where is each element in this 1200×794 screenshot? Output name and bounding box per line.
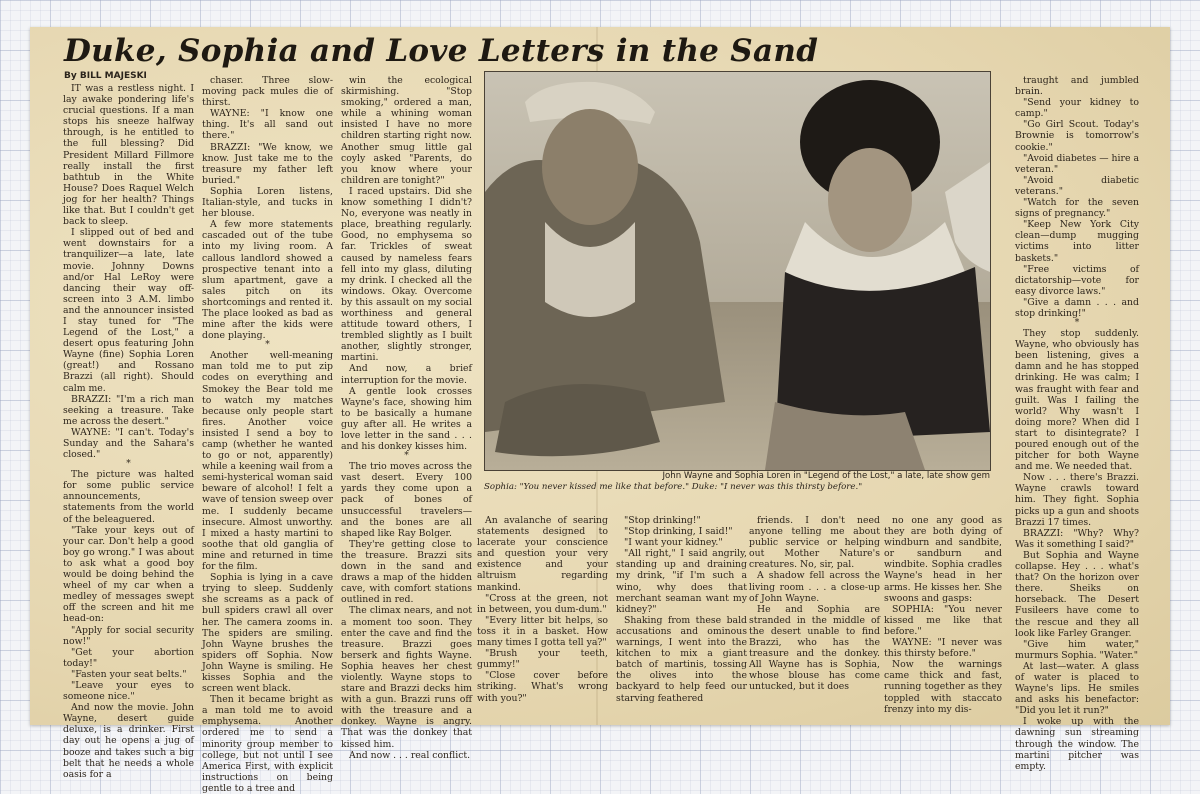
article-column-3 — [341, 75, 472, 761]
article-paragraph: "I want your kidney." — [624, 537, 723, 549]
photo-caption — [484, 471, 994, 493]
article-paragraph: BRAZZI: "I'm a rich man seeking a treasure. Take me across the desert." — [63, 393, 194, 427]
article-column-4 — [477, 515, 608, 719]
article-paragraph: BRAZZI: "We know, we know. Just take me to the treasure my father left buried." — [202, 141, 333, 186]
article-paragraph: Another well-meaning man told me to put zip codes on everything and Smokey the Bear told me to watch my matches because only people start fires. Another voice insisted I send a boy to camp (whether he wanted to go or not, apparently) while a keening wail from a semi-hysterical woman said beware of alcohol! I felt a wave of tension sweep over me. I suddenly became insecure. Almost unworthy. I mixed a hasty martini to soothe that old ganglia of mine and returned in time for the film. — [202, 350, 333, 573]
article-paragraph: SOPHIA: "You never kissed me like that before." — [884, 603, 1002, 637]
article-paragraph: "Avoid diabetic veterans." — [1015, 174, 1139, 197]
article-paragraph: They stop suddenly. Wayne, who obviously has been listening, gives a damn and he has stopped drinking. He was calm; I was fraught with fear and guilt. Was I failing the world? Why wasn't I doing more? When did I start to disintegrate? I poured enough out of the pitcher for both Wayne and me. We needed that. — [1015, 328, 1139, 473]
article-paragraph: He and Sophia are stranded in the middle of the desert unable to find Brazzi, who has the treasure and the donkey. All Wayne has is Sophia, whose blouse has come untucked, but it does — [749, 603, 880, 693]
article-paragraph: "Leave your eyes to someone nice." — [63, 679, 194, 703]
article-paragraph: I raced upstairs. Did she know something I didn't? No, everyone was neatly in place, breathing regularly. Good, no emphysema so far. Trickles of sweat caused by nameless fears fell into my glass, diluting my drink. I checked all the windows. Okay. Overcome by this assault on my social worthiness and general attitude toward others, I trembled slightly as I built another, slightly stronger, martini. — [341, 185, 472, 364]
article-paragraph: I slipped out of bed and went downstairs for a tranquilizer—a late, late movie. Johnny Downs and/or Hal LeRoy were dancing their way off-screen into 3 A.M. limbo and the announcer insisted I stay tuned for "The Legend of the Lost," a desert opus featuring John Wayne (fine) Sophia Loren (great!) and Rossano Brazzi (all right). Should calm me. — [63, 227, 194, 394]
article-paragraph: WAYNE: "I can't. Today's Sunday and the Sahara's closed." — [63, 426, 194, 461]
article-paragraph: Sophia Loren listens, Italian-style, and tucks in her blouse. — [202, 185, 333, 220]
article-paragraph: I woke up with the dawning sun streaming through the window. The martini pitcher was empty. — [1015, 716, 1139, 772]
article-column-6 — [749, 515, 880, 719]
article-paragraph: The trio moves across the vast desert. Every 100 yards they come upon a pack of bones of unsuccessful travelers—and the bones are all shaped like Ray Bolger. — [341, 461, 472, 539]
article-paragraph: "Cross at the green, not in between, you dum-dum." — [477, 592, 608, 615]
article-paragraph: traught and jumbled brain. — [1015, 75, 1139, 98]
section-separator: * — [404, 451, 409, 462]
article-paragraph: WAYNE: "I know one thing. It's all sand out there." — [202, 108, 333, 142]
article-paragraph: A shadow fell across the living room . . . a close-up of John Wayne. — [749, 570, 880, 604]
article-paragraph: Shaking from these bald accusations and ominous warnings, I went into the kitchen to mix a giant batch of martinis, tossing the olives into the backyard to help feed our starving feathered — [616, 614, 747, 704]
article-paragraph: "Give a damn . . . and stop drinking!" — [1015, 296, 1139, 319]
article-paragraph: "Free victims of dictatorship—vote for easy divorce laws." — [1015, 263, 1139, 297]
article-paragraph: "Fasten your seat belts." — [71, 668, 187, 680]
article-paragraph: At last—water. A glass of water is placed to Wayne's lips. He smiles and asks his benefactor: "Did you let it run?" — [1015, 660, 1139, 717]
article-paragraph: WAYNE: "I never was this thirsty before." — [884, 637, 1002, 660]
movie-still-photo — [484, 71, 991, 471]
article-paragraph: And now . . . real conflict. — [349, 749, 471, 761]
article-paragraph: The picture was halted for some public service announcements, statements from the world of the beleaguered. — [63, 469, 194, 525]
article-paragraph: A gentle look crosses Wayne's face, showing him to be basically a humane guy after all. He writes a love letter in the sand . . . and his donkey kisses him. — [341, 385, 472, 453]
article-paragraph: "Stop drinking!" — [624, 515, 701, 526]
article-paragraph: A few more statements cascaded out of the tube into my living room. A callous landlord showed a prospective tenant into a slum apartment, gave a sales pitch on its shortcomings and rented it. The place looked as bad as mine after the kids were done playing. — [202, 219, 333, 342]
article-paragraph: "Avoid diabetes — hire a veteran." — [1015, 152, 1139, 175]
section-separator: * — [1074, 318, 1080, 329]
article-paragraph: "Take your keys out of your car. Don't help a good boy go wrong." I was about to ask what a good boy would be doing behind the wheel of my car when a medley of messages swept off the screen and hit me head-on: — [63, 524, 194, 625]
article-paragraph: "Stop drinking, I said!" — [624, 526, 733, 538]
headline: Duke, Sophia and Love Letters in the Sand — [64, 33, 819, 69]
article-paragraph: chaser. Three slow-moving pack mules die of thirst. — [202, 75, 333, 109]
article-paragraph: Now . . . there's Brazzi. Wayne crawls toward him. They fight. Sophia picks up a gun and shoots Brazzi 17 times. — [1015, 472, 1139, 528]
article-paragraph: no one any good as they are both dying of windburn and sandbite, or sandburn and windbite. Sophia cradles Wayne's head in her arms. He kisses her. She swoons and gasps: — [884, 515, 1002, 604]
article-paragraph: "Send your kidney to camp." — [1015, 97, 1139, 120]
article-paragraph: They're getting close to the treasure. Brazzi sits down in the sand and draws a map of the hidden cave, with comfort stations outlined in red. — [341, 538, 472, 606]
caption-line-2: Sophia: "You never kissed me like that before." Duke: "I never was this thirsty before." — [484, 482, 863, 492]
article-column-2 — [202, 75, 333, 794]
article-paragraph: "Give him water," murmurs Sophia. "Water." — [1015, 638, 1139, 661]
article-paragraph: "Watch for the seven signs of pregnancy." — [1015, 197, 1139, 220]
article-paragraph: friends. I don't need anyone telling me about public service or helping out Mother Nature's creatures. No, sir, pal. — [749, 515, 880, 571]
article-column-7 — [884, 515, 1002, 719]
byline: By BILL MAJESKI — [64, 71, 147, 81]
article-paragraph: IT was a restless night. I lay awake pondering life's crucial questions. If a man stops his sneeze halfway through, is he entitled to the full blessing? Did President Millard Fillmore really install the first bathtub in the White House? Does Raquel Welch jog for her health? Things like that. But I couldn't get back to sleep. — [63, 83, 194, 228]
article-paragraph: "Close cover before striking. What's wrong with you?" — [477, 670, 608, 704]
article-paragraph: BRAZZI: "Why? Why? Was it something I said?" — [1015, 527, 1139, 550]
article-column-1 — [63, 83, 194, 780]
article-paragraph: "Get your abortion today!" — [63, 646, 194, 669]
article-paragraph: "Keep New York City clean—dump mugging victims into litter baskets." — [1015, 219, 1139, 264]
section-separator: * — [126, 459, 131, 470]
article-paragraph: Now the warnings came thick and fast, running together as they toppled with staccato frenzy into my dis- — [884, 659, 1002, 715]
caption-line-1: John Wayne and Sophia Loren in "Legend of the Lost," a late, late show gem — [662, 471, 990, 481]
article-paragraph: "All right," I said angrily, standing up and draining my drink, "if I'm such a wino, why does that merchant seaman want my kidney?" — [616, 548, 747, 615]
article-paragraph: Sophia is lying in a cave trying to sleep. Suddenly she screams as a pack of bull spiders crawl all over her. The camera zooms in. The spiders are smiling. John Wayne brushes the spiders off Sophia. Now John Wayne is smiling. He kisses Sophia and the screen went black. — [202, 572, 333, 695]
article-column-5 — [616, 515, 747, 719]
section-separator: * — [265, 340, 270, 351]
article-column-8 — [1015, 75, 1139, 772]
article-paragraph: Then it became bright as a man told me to avoid emphysema. Another ordered me to send a minority group member to college, but not until I see America First, with explicit instructions on being gentle to a tree and — [202, 694, 333, 794]
article-paragraph: "Go Girl Scout. Today's Brownie is tomorrow's cookie." — [1015, 119, 1139, 153]
article-paragraph: "Apply for social security now!" — [63, 624, 194, 647]
article-paragraph: And now the movie. John Wayne, desert guide deluxe, is a drinker. First day out he opens a jug of booze and takes such a big belt that he needs a whole oasis for a — [63, 702, 194, 780]
article-paragraph: "Every litter bit helps, so toss it in a basket. How many times I gotta tell ya?" — [477, 614, 608, 649]
article-paragraph: But Sophia and Wayne collapse. Hey . . . what's that? On the horizon over there. Sheiks on horseback. The Desert Fusileers have come to the rescue and they all look like Farley Granger. — [1015, 549, 1139, 639]
newspaper-clipping — [30, 27, 1170, 794]
article-paragraph: And now, a brief interruption for the movie. — [341, 363, 472, 386]
article-paragraph: win the ecological skirmishing. "Stop smoking," ordered a man, while a whining woman insisted I have no more children starting right now. Another smug little gal coyly asked "Parents, do you know where your children are tonight?" — [341, 75, 472, 186]
article-paragraph: An avalanche of searing statements designed to lacerate your conscience and question your very existence and your altruism regarding mankind. — [477, 515, 608, 593]
article-paragraph: "Brush your teeth, gummy!" — [477, 648, 608, 671]
article-paragraph: The climax nears, and not a moment too soon. They enter the cave and find the treasure. Brazzi goes berserk and fights Wayne. Sophia heaves her chest violently. Wayne stops to stare and Brazzi decks him with a gun. Brazzi runs off with the treasure and a donkey. Wayne is angry. That was the donkey that kissed him. — [341, 605, 472, 750]
